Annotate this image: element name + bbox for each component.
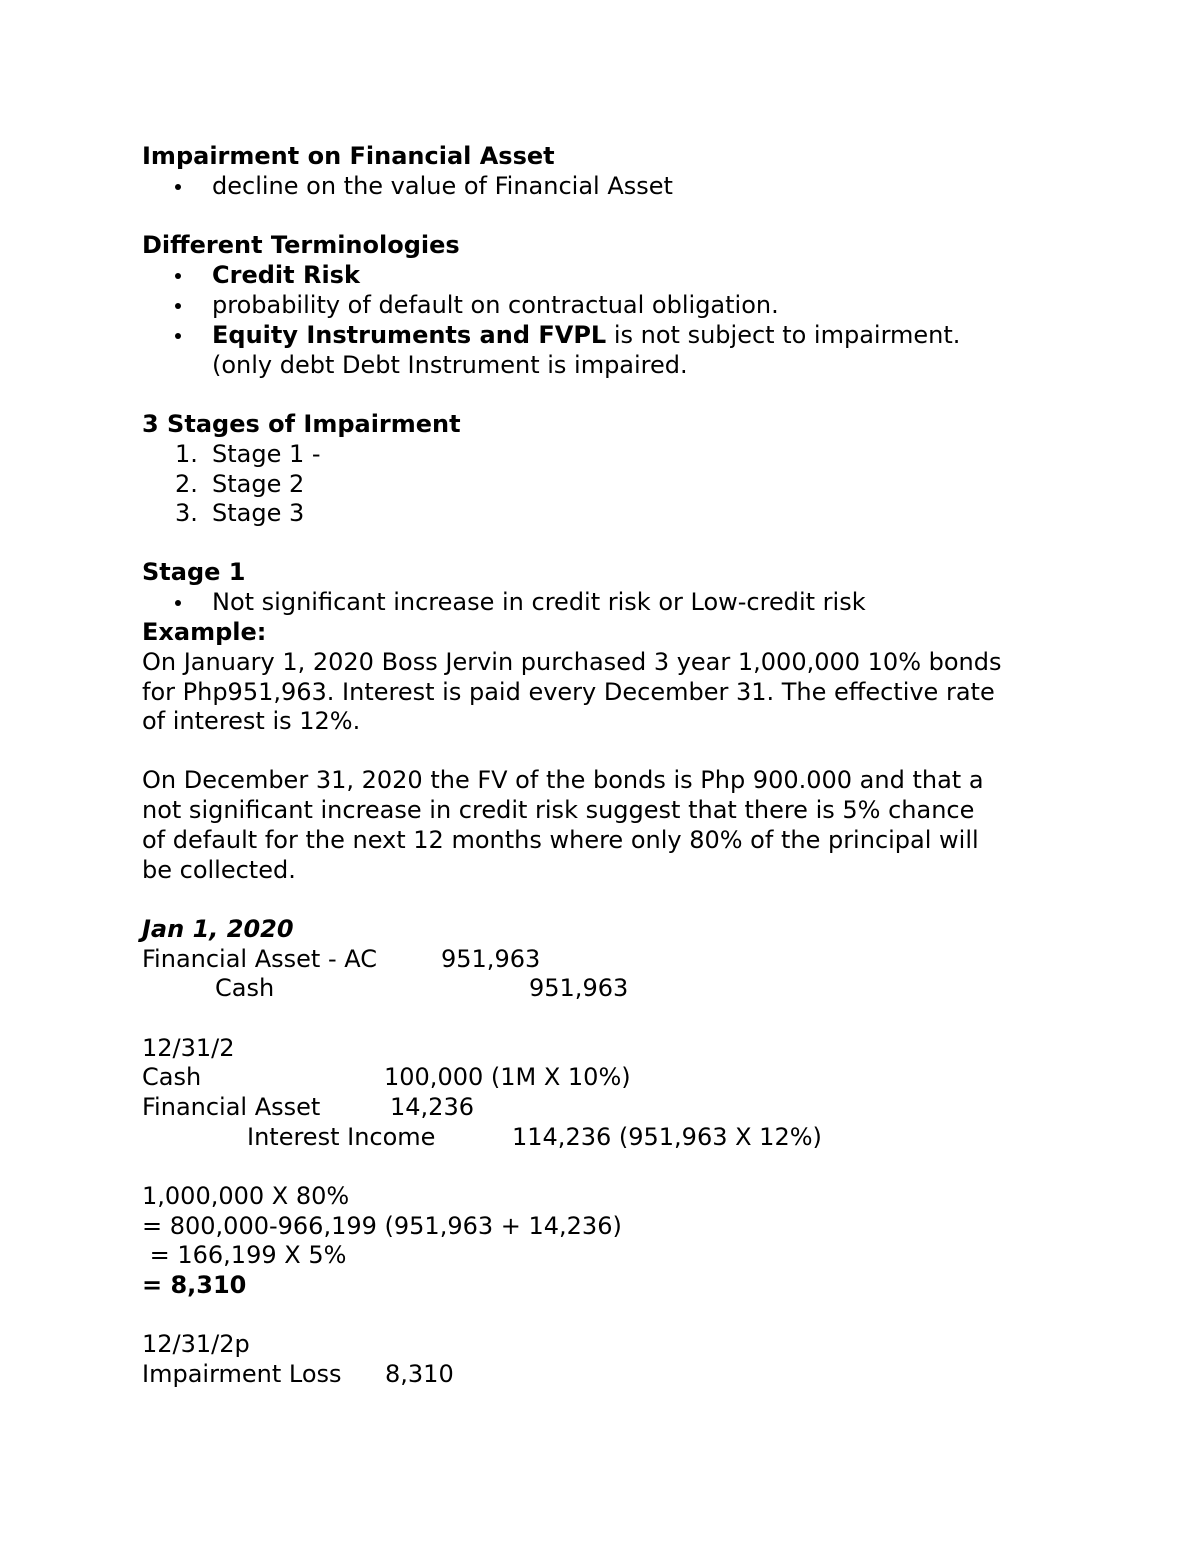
bullet-icon — [175, 290, 187, 320]
entry-debit-amount: 100,000 (1M X 10%) — [384, 1063, 631, 1091]
example-paragraph-line: On January 1, 2020 Boss Jervin purchased 3 year 1,000,000 10% bonds — [142, 648, 1002, 676]
stage-list-number: 3. — [175, 499, 198, 527]
entry-date: 12/31/2 — [142, 1034, 235, 1062]
stage-list-item: Stage 2 — [212, 470, 305, 498]
entry-debit-amount: 8,310 — [385, 1360, 454, 1388]
term-equity-instruments-bold: Equity Instruments and FVPL — [212, 321, 607, 349]
entry-credit-account: Cash — [215, 974, 275, 1002]
bullet-icon — [175, 260, 187, 290]
example-paragraph-line: of default for the next 12 months where only 80% of the principal will — [142, 826, 979, 854]
example-paragraph-line: of interest is 12%. — [142, 707, 361, 735]
stage-list-item: Stage 3 — [212, 499, 305, 527]
bullet-icon — [175, 320, 187, 350]
stage1-definition: Not significant increase in credit risk or Low-credit risk — [212, 588, 866, 616]
bullet-icon — [175, 171, 187, 201]
entry-date: 12/31/2p — [142, 1330, 250, 1358]
example-paragraph-line: not significant increase in credit risk suggest that there is 5% chance — [142, 796, 975, 824]
term-credit-risk-definition: probability of default on contractual obligation. — [212, 291, 779, 319]
entry-debit-account: Cash — [142, 1063, 202, 1091]
stage-list-item: Stage 1 - — [212, 440, 321, 468]
entry-debit-amount: 951,963 — [441, 945, 541, 973]
term-credit-risk: Credit Risk — [212, 261, 360, 289]
term-equity-instruments-rest: is not subject to impairment. — [606, 321, 961, 349]
bullet-icon — [175, 587, 187, 617]
computation-line: = 800,000-966,199 (951,963 + 14,236) — [142, 1212, 622, 1240]
term-equity-instruments-note: (only debt Debt Instrument is impaired. — [212, 351, 688, 379]
example-paragraph-line: On December 31, 2020 the FV of the bonds is Php 900.000 and that a — [142, 766, 984, 794]
computation-line: = 166,199 X 5% — [142, 1241, 347, 1269]
entry-debit-amount: 14,236 — [390, 1093, 474, 1121]
computation-result: = 8,310 — [142, 1271, 247, 1299]
computation-line: 1,000,000 X 80% — [142, 1182, 350, 1210]
entry-credit-amount: 951,963 — [529, 974, 629, 1002]
example-paragraph-line: be collected. — [142, 856, 296, 884]
entry-debit-account: Financial Asset - AC — [142, 945, 377, 973]
heading-terminologies: Different Terminologies — [142, 231, 460, 259]
entry-credit-amount: 114,236 (951,963 X 12%) — [512, 1123, 822, 1151]
stage-list-number: 2. — [175, 470, 198, 498]
example-label: Example: — [142, 618, 267, 646]
heading-impairment: Impairment on Financial Asset — [142, 142, 555, 170]
impairment-definition: decline on the value of Financial Asset — [212, 172, 673, 200]
entry-debit-account: Impairment Loss — [142, 1360, 342, 1388]
term-equity-instruments — [212, 320, 960, 350]
example-paragraph-line: for Php951,963. Interest is paid every December 31. The effective rate — [142, 678, 995, 706]
heading-stages: 3 Stages of Impairment — [142, 410, 461, 438]
heading-stage1: Stage 1 — [142, 558, 246, 586]
stage-list-number: 1. — [175, 440, 198, 468]
entry-debit-account: Financial Asset — [142, 1093, 321, 1121]
entry-credit-account: Interest Income — [247, 1123, 436, 1151]
entry-date: Jan 1, 2020 — [142, 915, 294, 943]
